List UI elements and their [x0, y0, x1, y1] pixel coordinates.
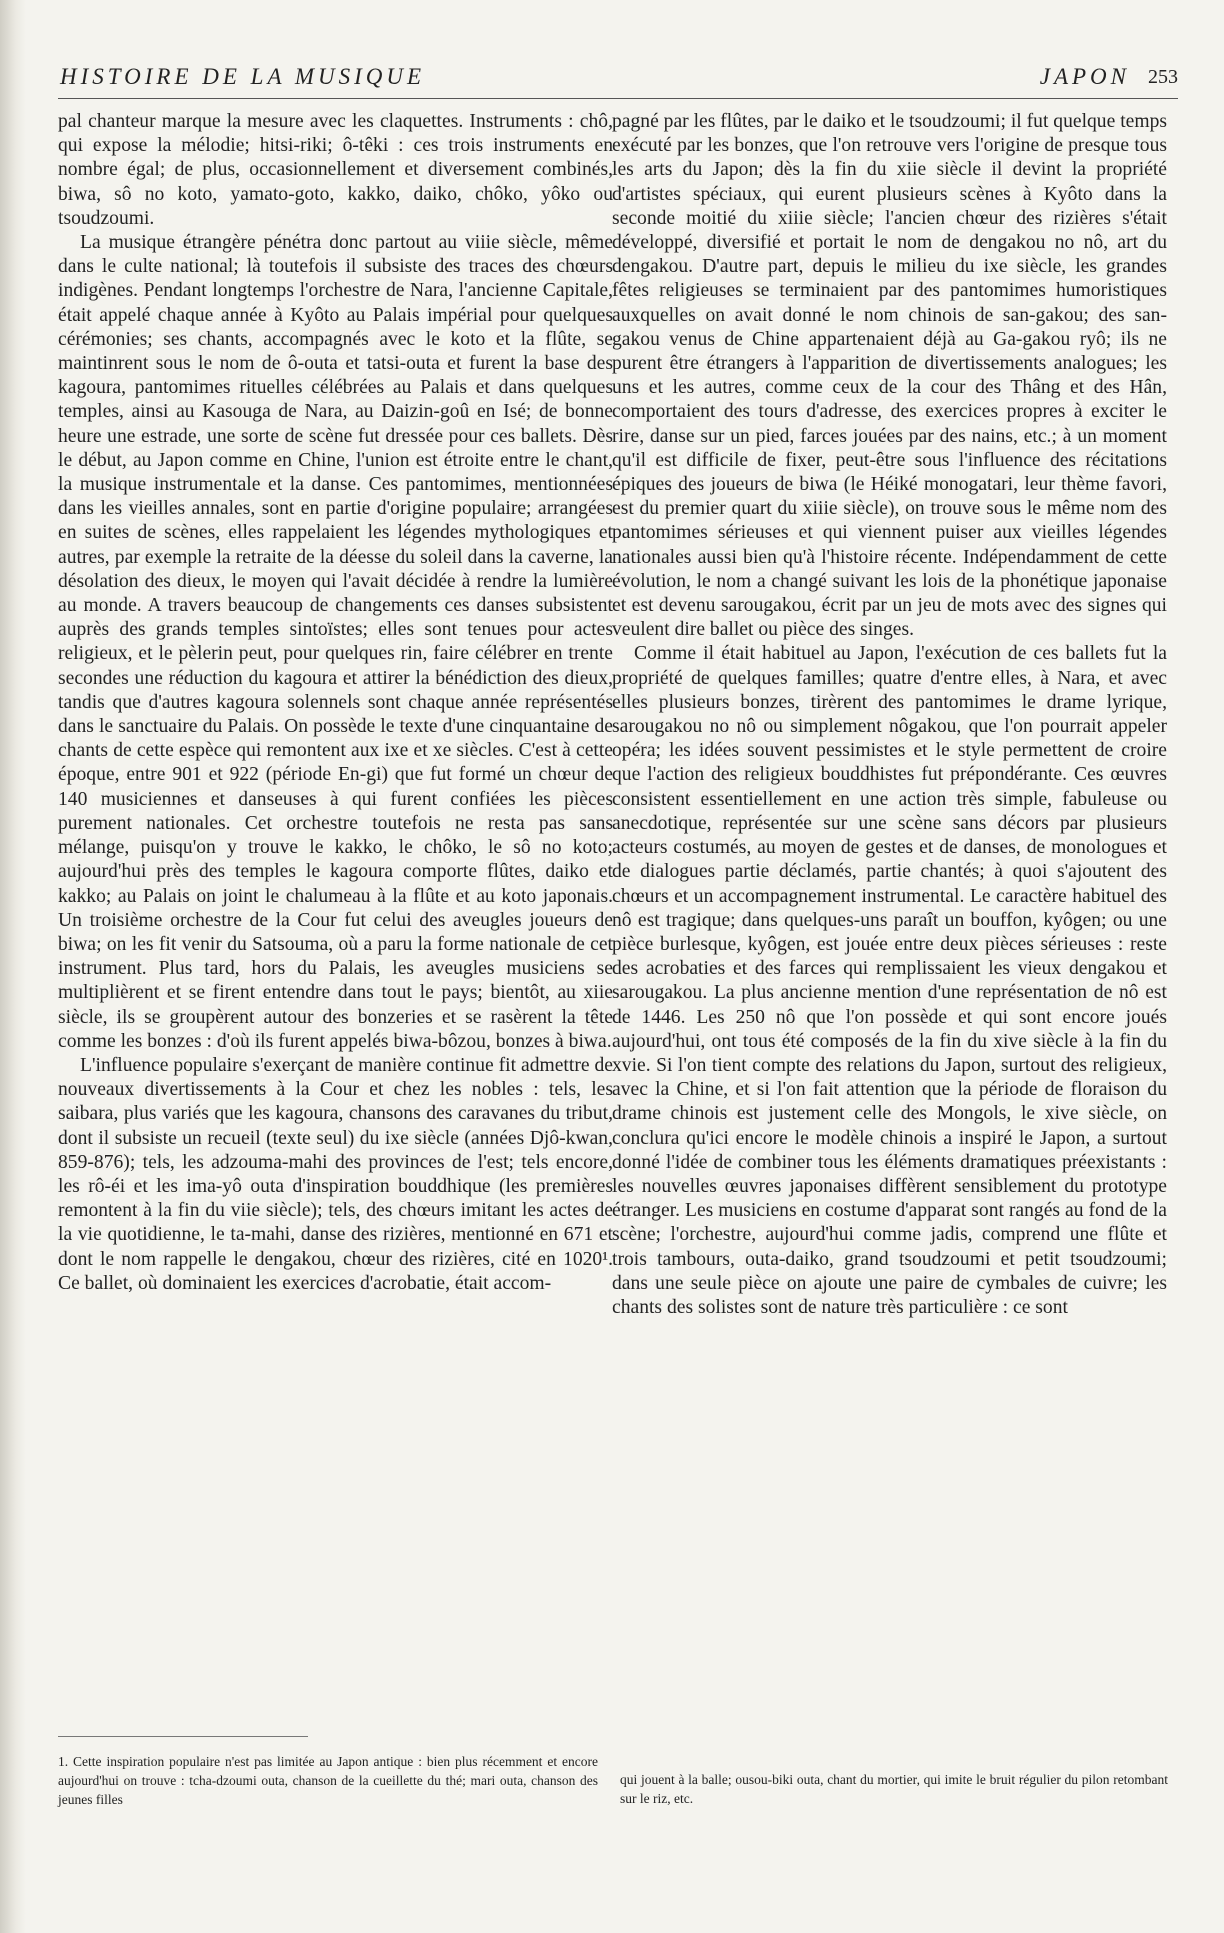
right-column — [612, 110, 1167, 1320]
footnote-right: qui jouent à la balle; ousou-biki outa, chant du mortier, qui imite le bruit régulier du pilon retombant sur le riz, etc. — [620, 1772, 1168, 1806]
paragraph: Comme il était habituel au Japon, l'exécution de ces ballets fut la propriété de quelques familles; quatre d'entre elles, à Nara, et avec elles plusieurs bonzes, tirèrent des pantomimes le drame lyrique, sarougakou no nô ou simplement nôgakou, que l'on pourrait appeler opéra; les idées souvent pessimistes et le style permettent de croire que l'action des religieux bouddhistes fut prépondérante. Ces œuvres consistent essentiellement en une action très simple, fabuleuse ou anecdotique, représentée sur une scène sans décors par plusieurs acteurs costumés, au moyen de gestes et de danses, de monologues et de dialogues partie déclamés, partie chantés; à quoi s'ajoutent des chœurs et un accompagnement instrumental. Le caractère habituel des nô est tragique; dans quelques-uns paraît un bouffon, kyôgen; ou une pièce burlesque, kyôgen, est jouée entre deux pièces sérieuses : reste des acrobaties et des farces qui remplissaient les vieux dengakou et sarougakou. La plus ancienne mention d'une représentation de nô est de 1446. Les 250 nô que l'on possède et qui sont encore joués aujourd'hui, ont tous été composés de la fin du xive siècle à la fin du xvie. Si l'on tient compte des relations du Japon, surtout des religieux, avec la Chine, et si l'on fait attention que la période de floraison du drame chinois est justement celle des Mongols, le xive siècle, on conclura qu'ici encore le modèle chinois a inspiré le Japon, a surtout donné l'idée de combiner tous les éléments dramatiques préexistants : les nouvelles œuvres japonaises diffèrent sensiblement du prototype étranger. Les musiciens en costume d'apparat sont rangés au fond de la scène; l'orchestre, aujourd'hui comme jadis, comprend une flûte et trois tambours, outa-daiko, grand tsoudzoumi et petit tsoudzoumi; dans une seule pièce on ajoute une paire de cymbales de cuivre; les chants des solistes sont de nature très particulière : ce sont — [612, 643, 1167, 1318]
paragraph: La musique étrangère pénétra donc partout au viiie siècle, même dans le culte national; là toutefois il subsiste des traces des chœurs indigènes. Pendant longtemps l'orchestre de Nara, l'ancienne Capitale, était appelé chaque année à Kyôto au Palais impérial pour quelques cérémonies; ses chants, accompagnés avec le koto et la flûte, se maintinrent sous le nom de ô-outa et tatsi-outa et furent la base des kagoura, pantomimes rituelles célébrées au Palais et dans quelques temples, ainsi au Kasouga de Nara, au Daizin-goû en Isé; de bonne heure une estrade, une sorte de scène fut dressée pour ces ballets. Dès le début, au Japon comme en Chine, l'union est étroite entre le chant, la musique instrumentale et la danse. Ces pantomimes, mentionnées dans les vieilles annales, sont en partie d'origine populaire; arrangées en suites de scènes, elles rappelaient les légendes mythologiques et autres, par exemple la retraite de la déesse du soleil dans la caverne, la désolation des dieux, le moyen qui l'avait décidée à rendre la lumière au monde. A travers beaucoup de changements ces danses subsistent auprès des grands temples sintoïstes; elles sont tenues pour actes religieux, et le pèlerin peut, pour quelques rin, faire célébrer en trente secondes une réduction du kagoura et attirer la bénédiction des dieux, tandis que d'autres kagoura solennels sont chaque année représentés dans le sanctuaire du Palais. On possède le texte d'une cinquantaine de chants de cette espèce qui remontent aux ixe et xe siècles. C'est à cette époque, entre 901 et 922 (période En-gi) que fut formé un chœur de 140 musiciennes et danseuses à qui furent confiées les pièces purement nationales. Cet orchestre toutefois ne resta pas sans mélange, puisqu'on y trouve le kakko, le chôko, le sô no koto; aujourd'hui près des temples le kagoura comporte flûtes, daiko et kakko; au Palais on joint le chalumeau à la flûte et au koto japonais. Un troisième orchestre de la Cour fut celui des aveugles joueurs de biwa; on les fit venir du Satsouma, où a paru la forme nationale de cet instrument. Plus tard, hors du Palais, les aveugles musiciens se multiplièrent et se firent entendre dans tout le pays; bientôt, au xiie siècle, ils se groupèrent autour des bonzeries et se rasèrent la tête comme les bonzes : d'où ils furent appelés biwa-bôzou, bonzes à biwa. — [58, 232, 613, 1052]
footnote-rule — [58, 1736, 308, 1737]
page-binding-shadow — [0, 0, 26, 1933]
paragraph: pal chanteur marque la mesure avec les claquettes. Instruments : chô, qui expose la mélodie; hitsi-riki; ô-têki : ces trois instruments en nombre égal; de plus, occasionnellement et diversement combinés, biwa, sô no koto, yamato-goto, kakko, daiko, chôko, yôko ou tsoudzoumi. — [58, 111, 613, 229]
paragraph: pagné par les flûtes, par le daiko et le tsoudzoumi; il fut quelque temps exécuté par les bonzes, que l'on retrouve vers l'origine de presque tous les arts du Japon; dès la fin du xiie siècle il devint la propriété d'artistes spéciaux, qui eurent plusieurs scènes à Kyôto dans la seconde moitié du xiiie siècle; l'ancien chœur des rizières s'était développé, diversifié et portait le nom de dengakou no nô, art du dengakou. D'autre part, depuis le milieu du ixe siècle, les grandes fêtes religieuses se terminaient par des pantomimes humoristiques auxquelles on avait donné le nom chinois de san-gakou; des san-gakou venus de Chine appartenaient déjà au Ga-gakou ryô; ils ne purent être étrangers à l'apparition de divertissements analogues; les uns et les autres, comme ceux de la cour des Thâng et des Hân, comportaient des tours d'adresse, des exercices propres à exciter le rire, danse sur un pied, farces jouées par des nains, etc.; à un moment qu'il est difficile de fixer, peut-être sous l'influence des récitations épiques des joueurs de biwa (le Héiké monogatari, leur thème favori, est du premier quart du xiiie siècle), on trouve sous le même nom des pantomimes sérieuses et qui viennent puiser aux vieilles légendes nationales aussi bien qu'à l'histoire récente. Indépendamment de cette évolution, le nom a changé suivant les lois de la phonétique japonaise et est devenu sarougakou, écrit par un jeu de mots avec des signes qui veulent dire ballet ou pièce des singes. — [612, 111, 1168, 641]
header-chapter-title: JAPON — [1039, 64, 1130, 89]
header-rule — [58, 98, 1178, 99]
left-column — [58, 110, 613, 1296]
footnote-left: 1. Cette inspiration populaire n'est pas limitée au Japon antique : bien plus récemment et encore aujourd'hui on trouve : tcha-dzoumi outa, chanson de la cueillette du thé; mari outa, chanson des jeunes filles — [58, 1754, 598, 1807]
header-book-title: HISTOIRE DE LA MUSIQUE — [60, 64, 426, 89]
page-number: 253 — [1148, 66, 1178, 88]
paragraph: L'influence populaire s'exerçant de manière continue fit admettre de nouveaux divertissements à la Cour et chez les nobles : tels, les saibara, plus variés que les kagoura, chansons des caravanes du tribut, dont il subsiste un recueil (texte seul) du ixe siècle (années Djô-kwan, 859-876); tels, les adzouma-mahi des provinces de l'est; tels encore, les rô-éi et les ima-yô outa d'inspiration bouddhique (les premières remontent à la fin du viie siècle); tels, des chœurs imitant les actes de la vie quotidienne, le ta-mahi, danse des rizières, mentionné en 671 et dont le nom rappelle le dengakou, chœur des rizières, cité en 1020¹. Ce ballet, où dominaient les exercices d'acrobatie, était accom- — [58, 1054, 613, 1294]
running-header — [60, 64, 1178, 100]
